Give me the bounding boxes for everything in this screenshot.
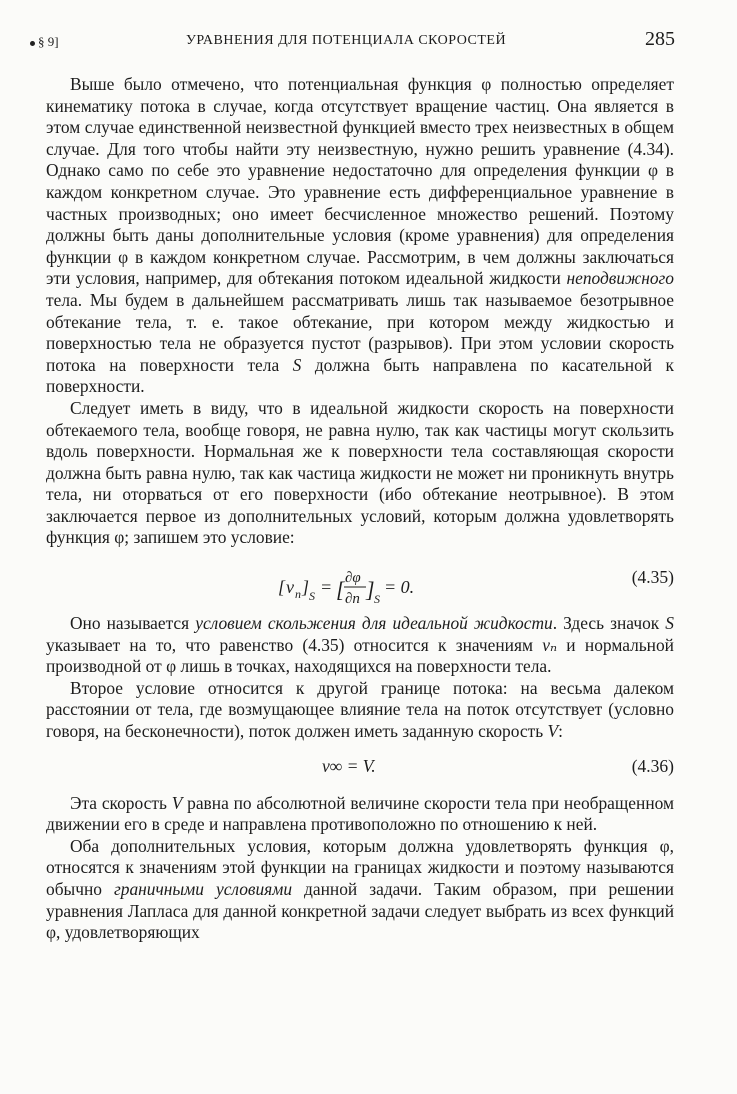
svg-text:[: [ <box>278 577 286 598</box>
emphasis-text: условием скольжения для идеальной жидкости <box>195 613 553 634</box>
text-run: тела. Мы будем в дальнейшем рассматривать лишь так называемое безотрывное обтекание тела, т. е. такое обтекание, при котором между жидкостью и поверхностью тела не образуется пустот (разрывов). При этом условии скорость потока на поверхности тела <box>46 289 674 375</box>
paragraph <box>46 678 674 743</box>
text-run: Оба дополнительных условия, которым должна удовлетворять функция φ, относятся к значениям этой функции на границах жидкости и поэтому называются обычно <box>46 835 674 899</box>
svg-text:]: ] <box>366 577 375 603</box>
running-head <box>30 28 675 56</box>
formula-graphic <box>278 567 478 611</box>
emphasis-text: vₙ <box>542 634 558 655</box>
formula-4-36 <box>46 747 674 791</box>
svg-text:S: S <box>309 589 315 604</box>
svg-text:∂n: ∂n <box>345 591 360 608</box>
svg-text:[: [ <box>336 577 345 603</box>
margin-dot <box>30 41 35 46</box>
text-run: Второе условие относится к другой границе потока: на весьма далеком расстоянии от тела, где возмущающее влияние тела на поток отсутствует (условно говоря, на бесконечности), поток должен иметь заданную скорость <box>46 677 674 742</box>
page-number: 285 <box>645 28 675 50</box>
text-run: указывает на то, что равенство (4.35) относится к значениям <box>46 634 543 655</box>
text-run: должна быть направлена по касательной к поверхности. <box>46 354 674 397</box>
running-title: УРАВНЕНИЯ ДЛЯ ПОТЕНЦИАЛА СКОРОСТЕЙ <box>186 33 507 48</box>
emphasis-text: S <box>292 354 302 375</box>
equation-number: (4.36) <box>631 755 674 776</box>
text-run: и нормальной производной от φ лишь в точках, находящихся на поверхности тела. <box>46 634 674 677</box>
paragraph <box>46 613 674 678</box>
svg-text:n: n <box>295 587 301 602</box>
svg-text:∂φ: ∂φ <box>345 570 361 587</box>
formula-4-35 <box>46 553 674 611</box>
svg-text:= 0.: = 0. <box>384 577 415 598</box>
section-marker: § 9] <box>30 34 59 50</box>
text-run: Оно называется <box>70 613 196 634</box>
paragraph <box>46 74 674 398</box>
emphasis-text: граничными условиями <box>113 879 293 899</box>
text-run: равна по абсолютной величине скорости тела при необращенном движении его в среде и направлена противоположно по отношению к ней. <box>46 792 674 835</box>
text-run: данной задачи. Таким образом, при решении уравнения Лапласа для данной конкретной задачи следует выбрать из всех функций φ, удовлетворяющих <box>46 879 674 943</box>
paragraph <box>46 793 674 836</box>
text-run: Выше было отмечено, что потенциальная функция φ полностью определяет кинематику потока в случае, когда отсутствует вращение частиц. Она является в этом случае единственной неизвестной функцией вместо трех неизвестных в общем случае. Для того чтобы найти эту неизвестную, нужно решить уравнение (4.34). Однако само по себе это уравнение недостаточно для определения функции φ в каждом конкретном случае. Это уравнение есть дифференциальное уравнение в частных производных; оно имеет бесчисленное множество решений. Поэтому должны быть даны дополнительные условия (кроме уравнения) для определения функции φ в каждом конкретном случае. Рассмотрим, в чем должны заключаться эти условия, например, для обтекания потоком идеальной жидкости <box>46 74 674 289</box>
text-run: Эта скорость <box>70 792 172 813</box>
emphasis-text: S <box>665 613 674 634</box>
emphasis-text: V <box>547 721 559 742</box>
svg-text:S: S <box>374 592 380 607</box>
text-run: Следует иметь в виду, что в идеальной жидкости скорость на поверхности обтекаемого тела, вообще говоря, не равна нулю, так как частицы могут скользить вдоль поверхности. Нормальная же к поверхности тела составляющая скорости должна быть равна нулю, так как частица жидкости не может ни проникнуть внутрь тела, ни оторваться от его поверхности (ибо обтекание неотрывное). В этом заключается первое из дополнительных условий, которым должна удовлетворять функция φ; запишем это условие: <box>46 397 674 548</box>
text-run: . Здесь значок <box>552 613 666 634</box>
far-field-velocity-expression: v∞ = V. <box>322 755 376 776</box>
equation-number: (4.35) <box>631 567 674 588</box>
paragraph <box>46 836 674 944</box>
svg-text:=: = <box>320 577 333 598</box>
emphasis-text: V <box>171 792 183 813</box>
svg-text:v: v <box>286 577 294 598</box>
page-body <box>46 74 674 944</box>
slip-condition-expression <box>278 567 478 616</box>
svg-text:]: ] <box>302 577 310 598</box>
emphasis-text: неподвижного <box>566 268 674 289</box>
text-run: : <box>558 721 563 742</box>
paragraph <box>46 398 674 549</box>
